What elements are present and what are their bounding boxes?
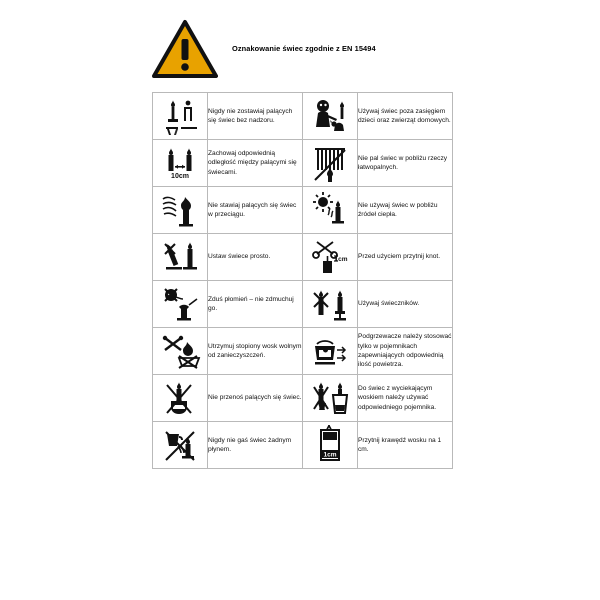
cell-text: Nie używaj świec w pobliżu źródeł ciepła.	[358, 187, 453, 234]
candle-unattended-icon	[157, 93, 203, 139]
table-row	[153, 93, 453, 140]
candle-holder-icon	[307, 281, 353, 327]
cell-text: Podgrzewacze należy stosować tylko w pojemnikach zapewniających odpowiednią ilość powietrza.	[358, 328, 453, 375]
table-row	[153, 328, 453, 375]
trim-wax-edge-1cm-icon	[307, 422, 353, 468]
page-title: Oznakowanie świec zgodnie z EN 15494	[232, 44, 376, 53]
cell-text: Nigdy nie zostawiaj palących się świec bez nadzoru.	[208, 93, 303, 140]
no-water-extinguish-icon	[157, 422, 203, 468]
table-row	[153, 422, 453, 469]
cell-icon-candle-holder	[303, 281, 358, 328]
icon-label-10cm: 10cm	[171, 173, 189, 180]
cell-icon-trim-wick	[303, 234, 358, 281]
keep-wax-clean-icon	[157, 328, 203, 374]
cell-text: Nie stawiaj palących się świec w przeciągu.	[208, 187, 303, 234]
cell-icon-no-flammable	[303, 140, 358, 187]
no-draft-icon	[157, 187, 203, 233]
header	[152, 12, 452, 86]
cell-text: Zduś płomień – nie zdmuchuj go.	[208, 281, 303, 328]
no-heat-source-icon	[307, 187, 353, 233]
cell-text: Do świec z wyciekającym woskiem należy używać odpowiedniego pojemnika.	[358, 375, 453, 422]
cell-text: Nie przenoś palących się świec.	[208, 375, 303, 422]
cell-icon-child-pet	[303, 93, 358, 140]
pictogram-table	[152, 92, 453, 469]
table-row	[153, 140, 453, 187]
cell-text: Nigdy nie gaś świec żadnym płynem.	[208, 422, 303, 469]
cell-icon-no-water	[153, 422, 208, 469]
cell-text: Przytnij krawędź wosku na 1 cm.	[358, 422, 453, 469]
cell-icon-tealight-holder	[303, 328, 358, 375]
table-row	[153, 187, 453, 234]
cell-text: Używaj świec poza zasięgiem dzieci oraz zwierząt domowych.	[358, 93, 453, 140]
warning-triangle-icon	[152, 19, 218, 79]
snuff-not-blow-icon	[157, 281, 203, 327]
cell-icon-candle-distance	[153, 140, 208, 187]
tealight-holder-icon	[307, 328, 353, 374]
trim-wick-scissors-1cm-icon	[307, 234, 353, 280]
do-not-move-burning-candle-icon	[157, 375, 203, 421]
table-row	[153, 281, 453, 328]
cell-icon-candle-upright	[153, 234, 208, 281]
cell-icon-do-not-move	[153, 375, 208, 422]
icon-label-1cm: 1cm	[334, 256, 348, 263]
cell-icon-container-candle	[303, 375, 358, 422]
cell-icon-candle-unattended	[153, 93, 208, 140]
cell-icon-snuff	[153, 281, 208, 328]
cell-icon-keep-wax-clean	[153, 328, 208, 375]
table-row	[153, 375, 453, 422]
table-row	[153, 234, 453, 281]
icon-label-1cm-b: 1cm	[323, 451, 337, 459]
no-flammable-curtain-icon	[307, 140, 353, 186]
cell-icon-trim-wax-edge	[303, 422, 358, 469]
cell-text: Nie pal świec w pobliżu rzeczy łatwopalnych.	[358, 140, 453, 187]
cell-text: Używaj świeczników.	[358, 281, 453, 328]
cell-icon-no-heat	[303, 187, 358, 234]
cell-icon-no-draft	[153, 187, 208, 234]
candle-distance-10cm-icon	[157, 140, 203, 186]
cell-text: Zachowaj odpowiednią odległość między palącymi się świecami.	[208, 140, 303, 187]
cell-text: Przed użyciem przytnij knot.	[358, 234, 453, 281]
cell-text: Ustaw świece prosto.	[208, 234, 303, 281]
container-candle-icon	[307, 375, 353, 421]
child-pet-icon	[307, 93, 353, 139]
cell-text: Utrzymuj stopiony wosk wolnym od zanieczyszczeń.	[208, 328, 303, 375]
candle-upright-icon	[157, 234, 203, 280]
